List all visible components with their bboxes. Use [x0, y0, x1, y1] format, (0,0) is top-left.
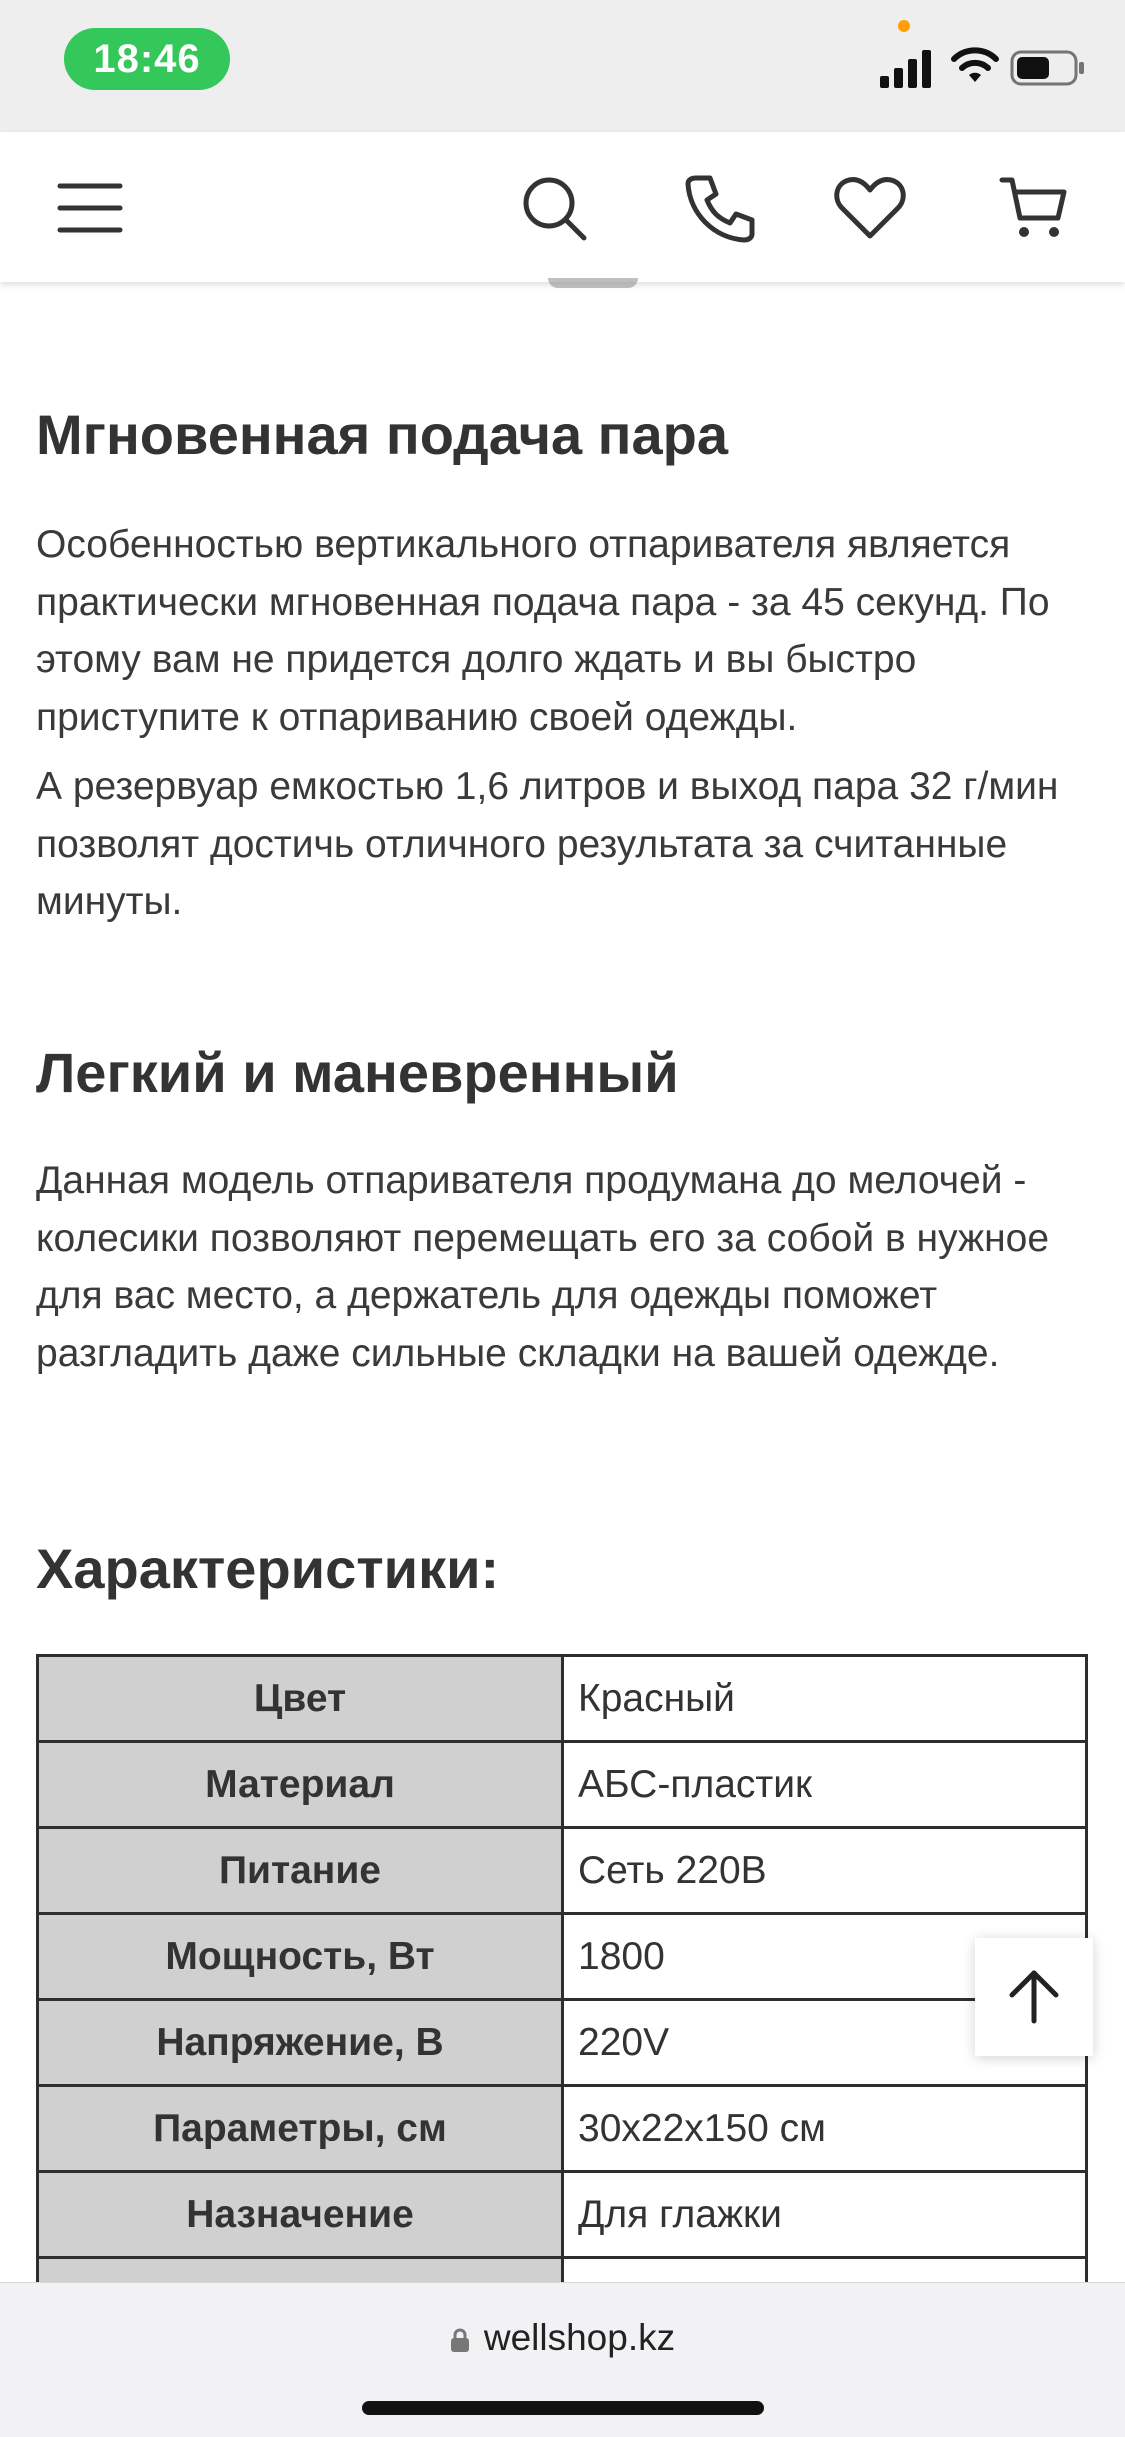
phone-icon[interactable]	[682, 170, 758, 246]
clock-pill[interactable]: 18:46	[64, 28, 230, 90]
product-image-edge	[548, 278, 638, 288]
section-title-steam: Мгновенная подача пара	[36, 403, 728, 466]
spec-value: 1800	[563, 1914, 1087, 2000]
scroll-to-top-button[interactable]	[975, 1938, 1093, 2056]
paragraph-light-1: Данная модель отпаривателя продумана до мелочей - колесики позволяют перемещать его за собой в нужное для вас место, а держатель для одежды поможет разгладить даже сильные складки на вашей одежде.	[36, 1159, 1050, 1375]
paragraph-steam-2: А резервуар емкостью 1,6 литров и выход пара 32 г/мин позволят достичь отличного результата за считанные минуты.	[36, 765, 1059, 923]
spec-value: 220V	[563, 2000, 1087, 2086]
spec-value: Сеть 220В	[563, 1828, 1087, 1914]
spec-key: Напряжение, В	[38, 2000, 563, 2086]
specs-table	[36, 1654, 1088, 2345]
spec-value: Красный	[563, 1656, 1087, 1742]
arrow-up-icon	[1004, 1967, 1064, 2027]
table-row	[38, 1828, 1087, 1914]
privacy-indicator-dot	[898, 20, 910, 32]
table-row	[38, 2000, 1087, 2086]
wifi-icon	[950, 46, 1000, 86]
status-bar	[0, 0, 1125, 132]
spec-value: 30x22x150 см	[563, 2086, 1087, 2172]
spec-key: Материал	[38, 1742, 563, 1828]
spec-value: АБС-пластик	[563, 1742, 1087, 1828]
address-bar[interactable]	[0, 2317, 1125, 2359]
home-indicator[interactable]	[362, 2401, 764, 2415]
cellular-signal-icon	[880, 48, 934, 88]
table-row	[38, 2086, 1087, 2172]
table-row	[38, 2172, 1087, 2258]
section-title-light: Легкий и маневренный	[36, 1041, 679, 1104]
specs-title: Характеристики:	[36, 1537, 500, 1600]
spec-key: Назначение	[38, 2172, 563, 2258]
heart-icon[interactable]	[832, 170, 908, 246]
browser-bottom-bar	[0, 2282, 1125, 2437]
table-row	[38, 1914, 1087, 2000]
battery-icon	[1010, 50, 1086, 86]
search-icon[interactable]	[516, 170, 592, 246]
menu-icon[interactable]	[52, 170, 128, 246]
cart-icon[interactable]	[996, 170, 1072, 246]
url-text: wellshop.kz	[483, 2317, 676, 2358]
spec-value: Для глажки	[563, 2172, 1087, 2258]
table-row	[38, 1742, 1087, 1828]
table-row	[38, 1656, 1087, 1742]
spec-key: Цвет	[38, 1656, 563, 1742]
paragraph-steam-1: Особенностью вертикального отпаривателя является практически мгновенная подача пара - за 45 секунд. По этому вам не придется долго ждать и вы быстро приступите к отпариванию своей одежды.	[36, 523, 1050, 739]
lock-icon	[450, 2328, 470, 2352]
spec-key: Параметры, см	[38, 2086, 563, 2172]
spec-key: Мощность, Вт	[38, 1914, 563, 2000]
spec-key: Питание	[38, 1828, 563, 1914]
site-header	[0, 132, 1125, 282]
